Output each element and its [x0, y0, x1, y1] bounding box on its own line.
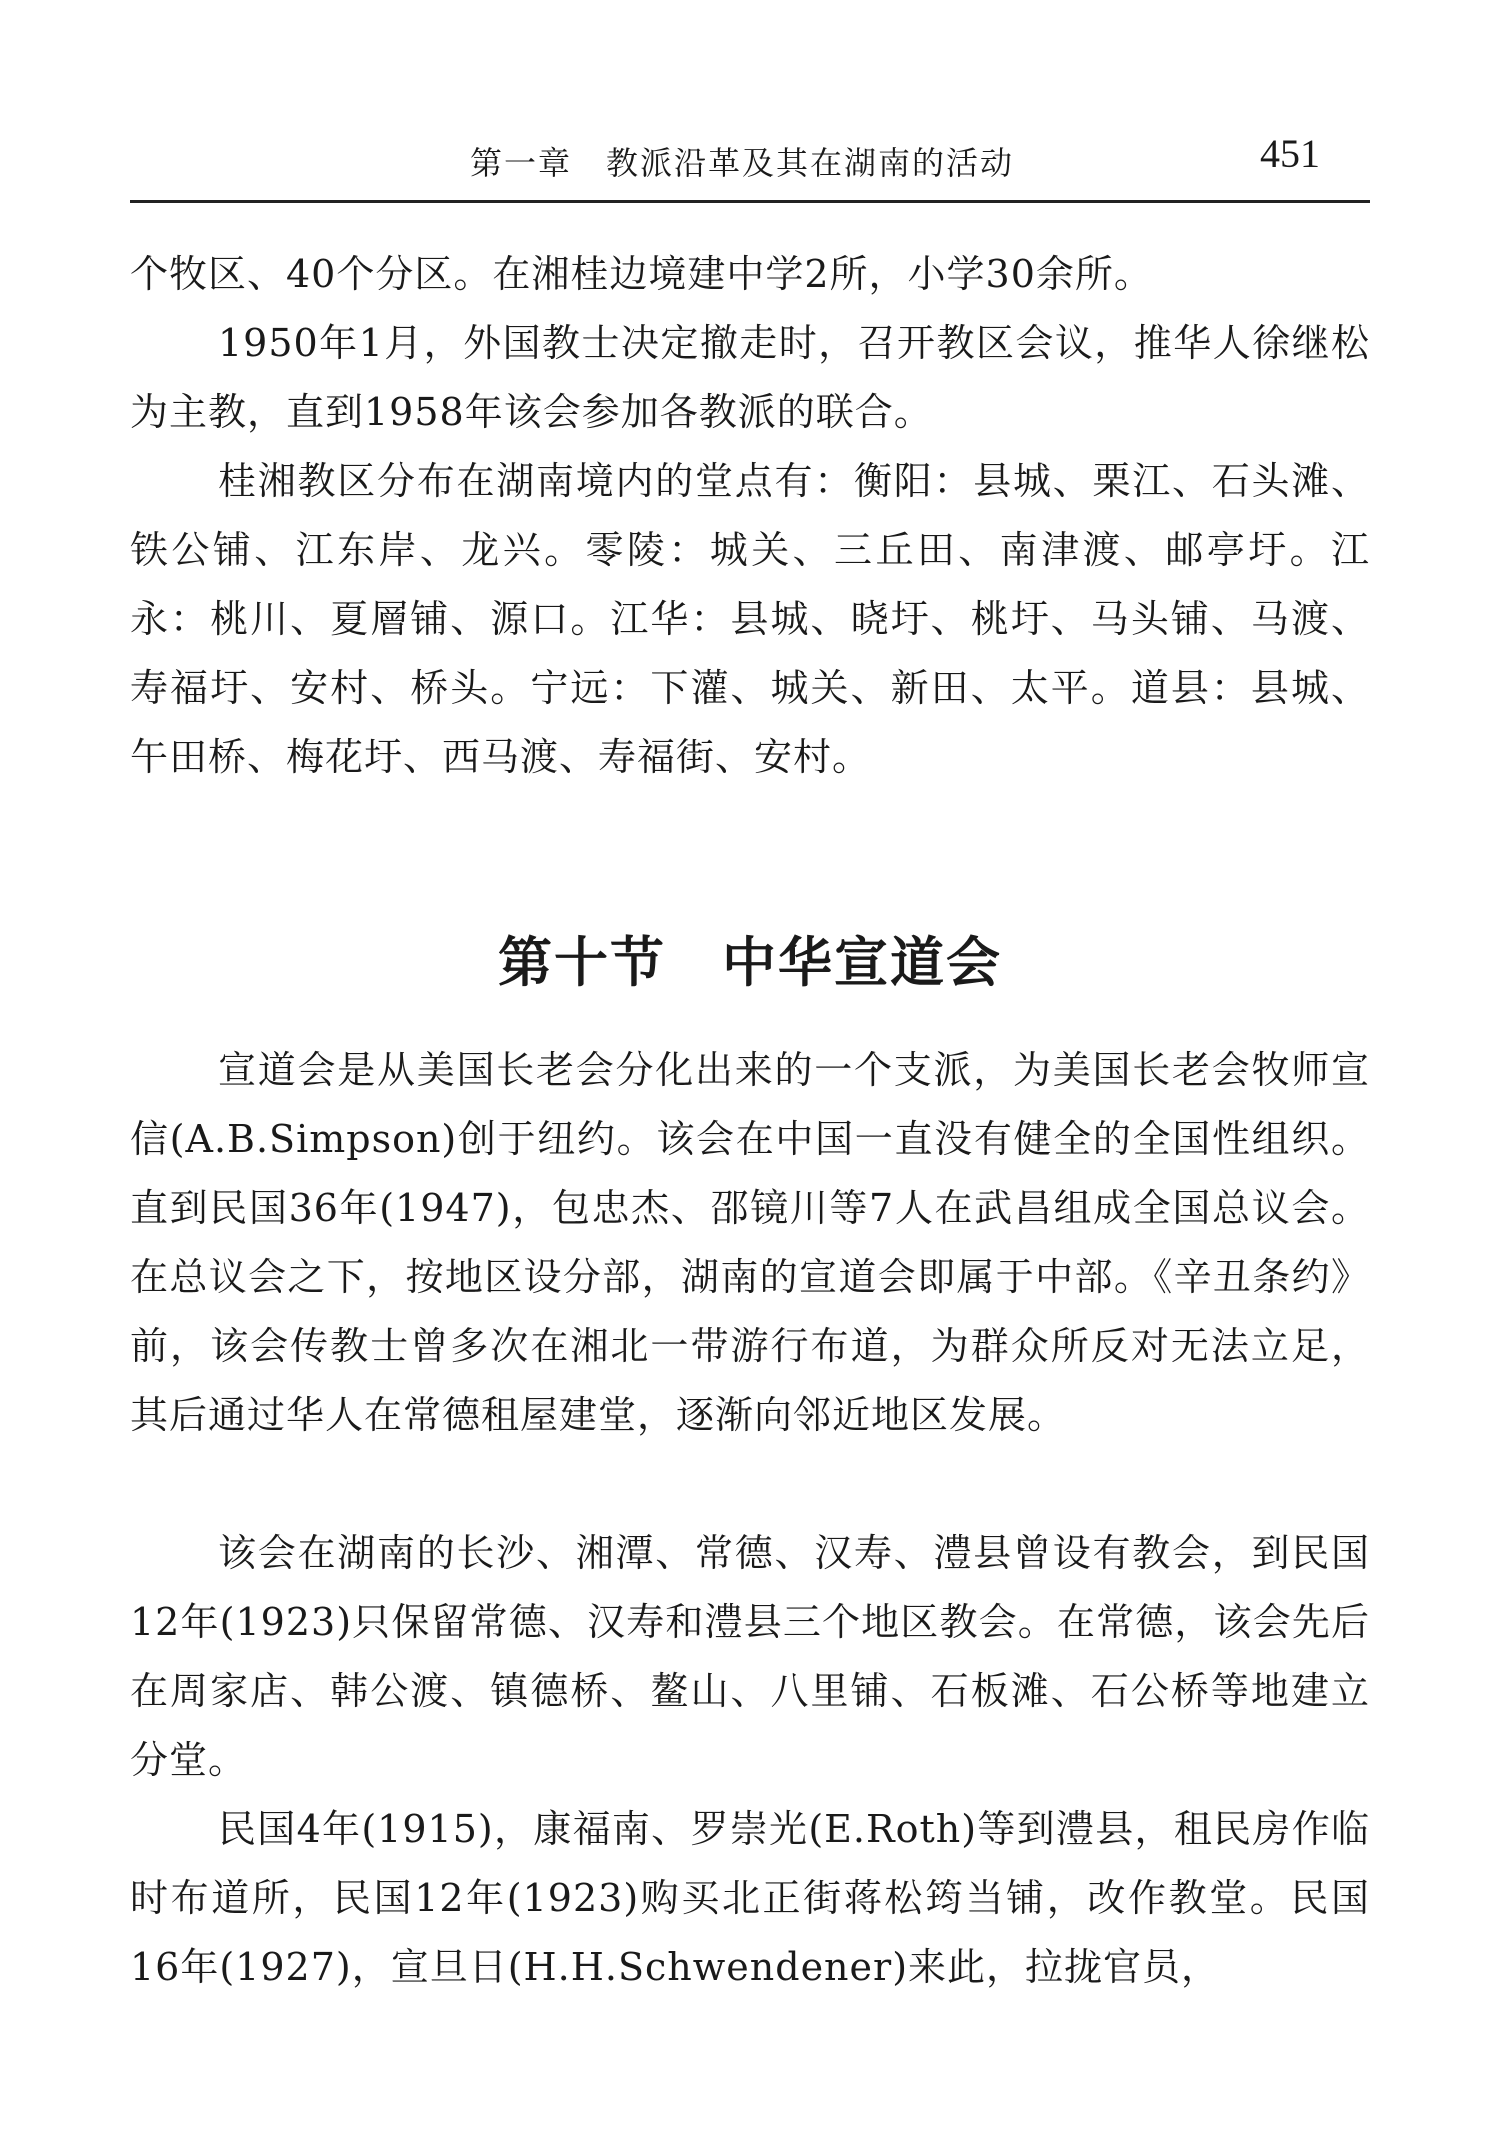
paragraph-1950: 1950年1月，外国教士决定撤走时，召开教区会议，推华人徐继松为主教，直到1958年该会参加各教派的联合。	[130, 321, 1370, 434]
section-title: 第十节 中华宣道会	[498, 929, 1002, 994]
header-rule	[130, 200, 1370, 203]
chapter-running-title: 第一章 教派沿革及其在湖南的活动	[470, 144, 1015, 182]
paragraph-parish-locations: 桂湘教区分布在湖南境内的堂点有：衡阳：县城、栗江、石头滩、铁公铺、江东岸、龙兴。零陵：城关、三丘田、南津渡、邮亭圩。江永：桃川、夏層铺、源口。江华：县城、晓圩、桃圩、马头铺、马渡、寿福圩、安村、桥头。宁远：下灌、城关、新田、太平。道县：县城、午田桥、梅花圩、西马渡、寿福街、安村。	[130, 459, 1370, 779]
paragraph-continuation: 个牧区、40个分区。在湘桂边境建中学2所，小学30余所。	[130, 252, 1153, 296]
section-paragraph-lixian: 民国4年(1915)，康福南、罗崇光(E.Roth)等到澧县，租民房作临时布道所，民国12年(1923)购买北正街蒋松筠当铺，改作教堂。民国16年(1927)，宣旦日(H.H.Schwendener)来此，拉拢官员，	[130, 1807, 1370, 1989]
page-number: 451	[1260, 131, 1320, 176]
section-paragraph-origin: 宣道会是从美国长老会分化出来的一个支派，为美国长老会牧师宣信(A.B.Simpson)创于纽约。该会在中国一直没有健全的全国性组织。直到民国36年(1947)，包忠杰、邵镜川等7人在武昌组成全国总议会。在总议会之下，按地区设分部，湖南的宣道会即属于中部。《辛丑条约》前，该会传教士曾多次在湘北一带游行布道，为群众所反对无法立足，其后通过华人在常德租屋建堂，逐渐向邻近地区发展。	[130, 1048, 1370, 1437]
section-paragraph-churches: 该会在湖南的长沙、湘潭、常德、汉寿、澧县曾设有教会，到民国12年(1923)只保留常德、汉寿和澧县三个地区教会。在常德，该会先后在周家店、韩公渡、镇德桥、鳌山、八里铺、石板滩、石公桥等地建立分堂。	[130, 1531, 1370, 1782]
running-header	[130, 128, 1370, 188]
